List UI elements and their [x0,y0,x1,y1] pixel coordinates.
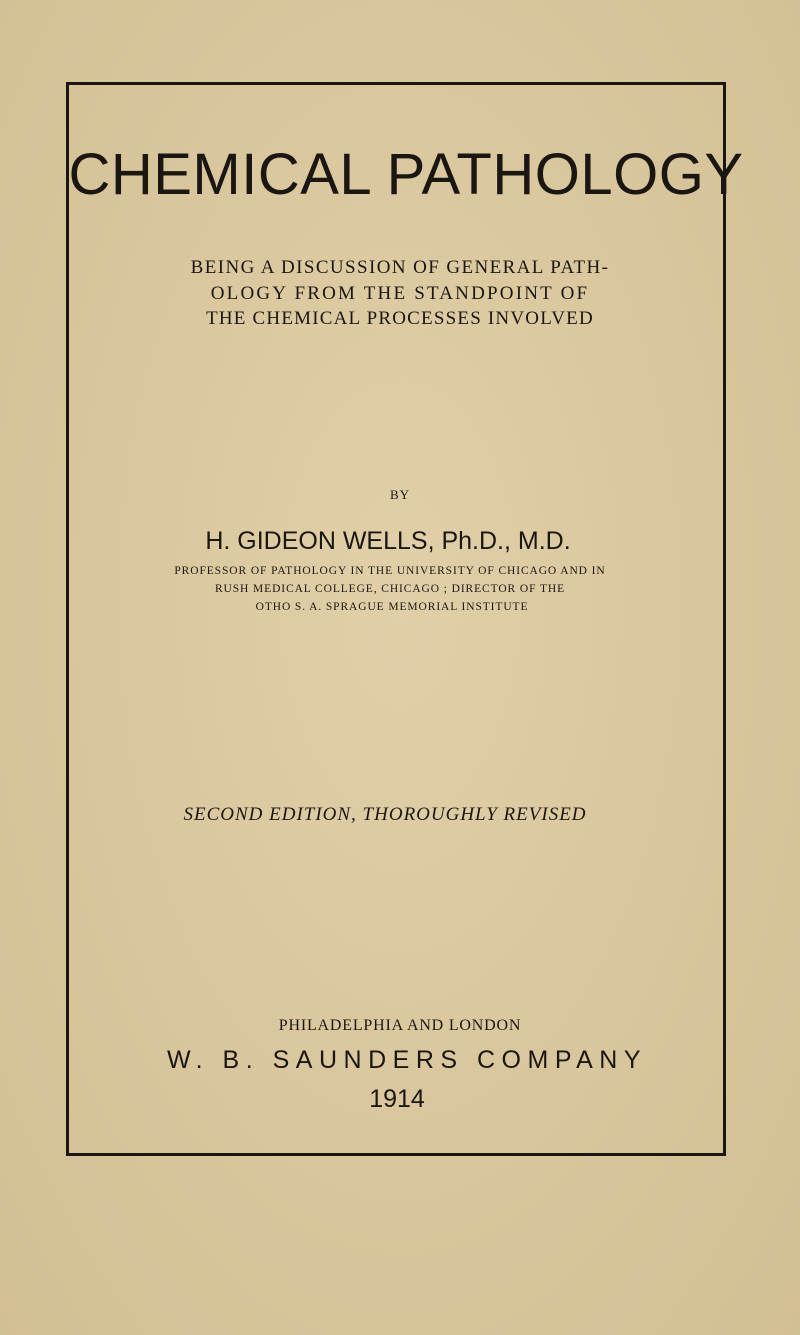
subtitle-line-2: OLOGY FROM THE STANDPOINT OF [210,283,590,304]
publisher-cities: PHILADELPHIA AND LONDON [278,1017,522,1034]
by-label: BY [389,487,411,502]
subtitle-line-3: THE CHEMICAL PROCESSES INVOLVED [206,308,594,329]
title-page-border [66,82,726,1156]
edition-statement: SECOND EDITION, THOROUGHLY REVISED [183,804,587,825]
affiliation-line-1: PROFESSOR OF PATHOLOGY IN THE UNIVERSITY OF CHICAGO AND IN [174,565,606,577]
affiliation-line-3: OTHO S. A. SPRAGUE MEMORIAL INSTITUTE [255,601,529,613]
publisher-name: W. B. SAUNDERS COMPANY [166,1046,648,1074]
book-title: CHEMICAL PATHOLOGY [68,142,744,207]
subtitle-line-1: BEING A DISCUSSION OF GENERAL PATH- [190,257,610,278]
publication-year: 1914 [369,1085,425,1113]
author-name: H. GIDEON WELLS, Ph.D., M.D. [205,527,571,555]
affiliation-line-2: RUSH MEDICAL COLLEGE, CHICAGO ; DIRECTOR OF THE [214,583,566,595]
